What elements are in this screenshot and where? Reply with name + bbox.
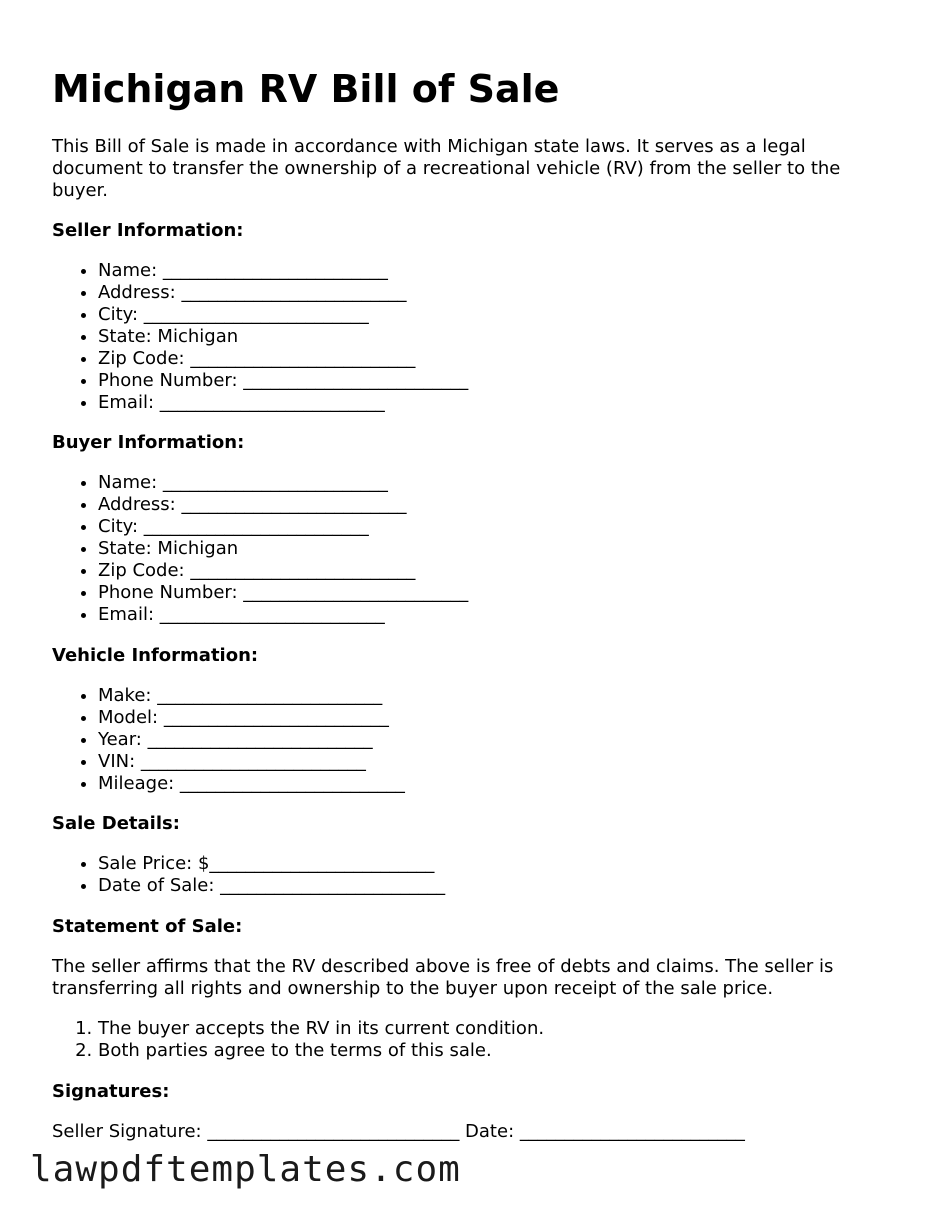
vehicle-make-field: • Make: _________________________: [98, 685, 892, 707]
buyer-city-field: • City: _________________________: [98, 516, 892, 538]
buyer-section: [52, 432, 892, 626]
sale-date-field: • Date of Sale: _________________________: [98, 875, 892, 897]
buyer-address-field: • Address: _________________________: [98, 494, 892, 516]
buyer-state-field: • State: Michigan: [98, 538, 892, 560]
seller-list: [52, 260, 892, 414]
seller-name-field: • Name: _________________________: [98, 260, 892, 282]
vehicle-year-field: • Year: _________________________: [98, 729, 892, 751]
buyer-heading: Buyer Information:: [52, 432, 245, 453]
sale-heading: Sale Details:: [52, 813, 180, 834]
statement-section: [52, 916, 892, 1062]
seller-state-field: • State: Michigan: [98, 326, 892, 348]
seller-address-field: • Address: _________________________: [98, 282, 892, 304]
buyer-zip-field: • Zip Code: _________________________: [98, 560, 892, 582]
intro-section: [52, 136, 892, 202]
vehicle-model-field: • Model: _________________________: [98, 707, 892, 729]
signatures-section: [52, 1081, 892, 1143]
intro-paragraph: This Bill of Sale is made in accordance with Michigan state laws. It serves as a legal document to transfer the ownership of a recreational vehicle (RV) from the seller to the buyer.: [52, 136, 841, 201]
buyer-phone-field: • Phone Number: _________________________: [98, 582, 892, 604]
seller-city-field: • City: _________________________: [98, 304, 892, 326]
vehicle-section: [52, 645, 892, 795]
vehicle-list: [52, 685, 892, 795]
seller-section: [52, 220, 892, 414]
statement-list: [52, 1018, 892, 1062]
signatures-heading: Signatures:: [52, 1081, 170, 1102]
seller-phone-field: • Phone Number: _________________________: [98, 370, 892, 392]
seller-email-field: • Email: _________________________: [98, 392, 892, 414]
statement-paragraph: The seller affirms that the RV described above is free of debts and claims. The seller is transferring all rights and ownership to the buyer upon receipt of the sale price.: [52, 956, 834, 999]
vehicle-vin-field: • VIN: _________________________: [98, 751, 892, 773]
sale-price-field: • Sale Price: $_________________________: [98, 853, 892, 875]
watermark: lawpdftemplates.com: [30, 1149, 461, 1190]
statement-item: 2. Both parties agree to the terms of this sale.: [98, 1040, 892, 1062]
vehicle-heading: Vehicle Information:: [52, 645, 259, 666]
buyer-list: [52, 472, 892, 626]
seller-heading: Seller Information:: [52, 220, 244, 241]
statement-item: 1. The buyer accepts the RV in its current condition.: [98, 1018, 892, 1040]
page-title: Michigan RV Bill of Sale: [52, 67, 560, 111]
sale-section: [52, 813, 892, 897]
seller-zip-field: • Zip Code: _________________________: [98, 348, 892, 370]
buyer-email-field: • Email: _________________________: [98, 604, 892, 626]
statement-heading: Statement of Sale:: [52, 916, 243, 937]
vehicle-mileage-field: • Mileage: _________________________: [98, 773, 892, 795]
sale-list: [52, 853, 892, 897]
seller-signature-line: Seller Signature: ____________________________ Date: _________________________: [52, 1121, 745, 1142]
buyer-name-field: • Name: _________________________: [98, 472, 892, 494]
